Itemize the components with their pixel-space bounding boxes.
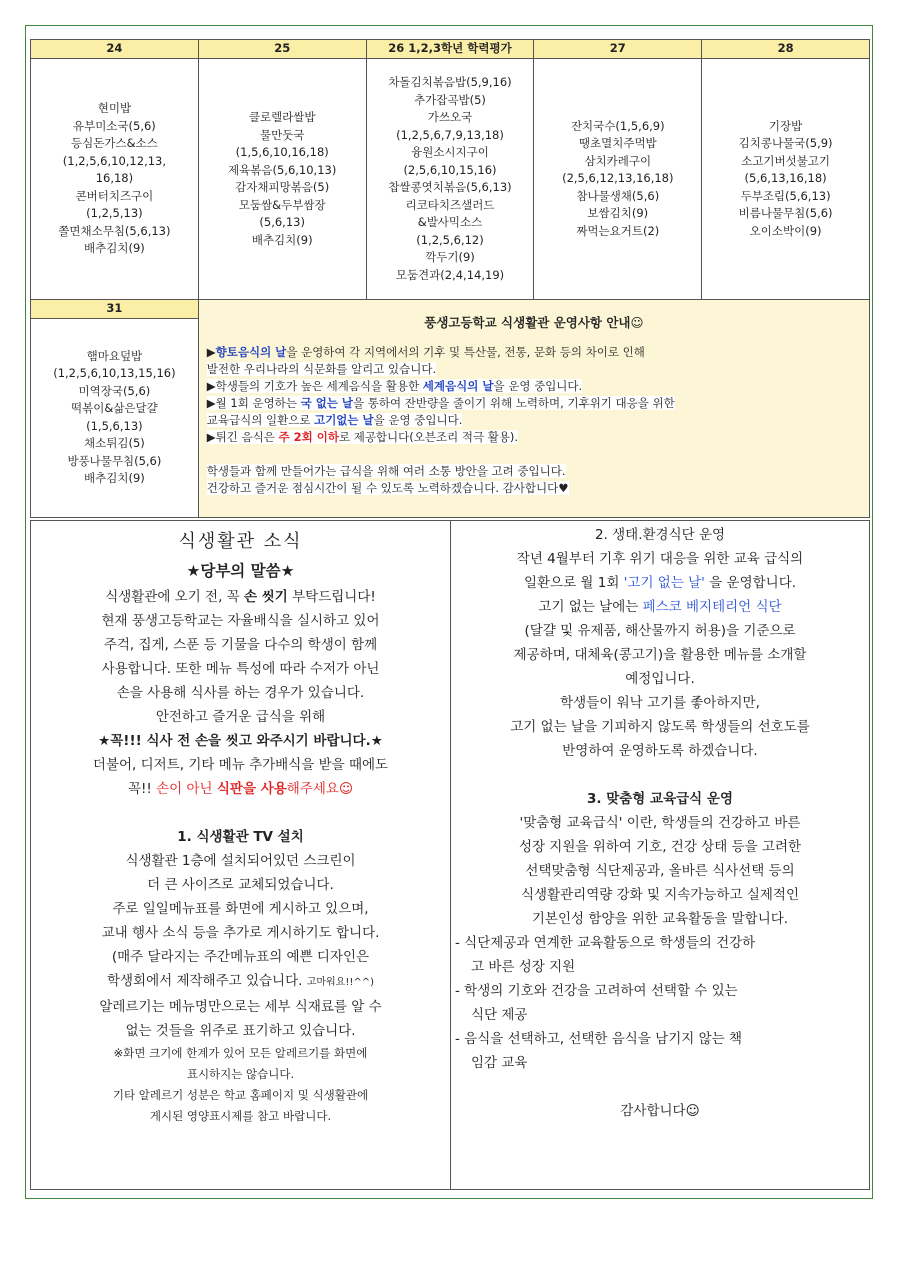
- menu-item: (1,2,5,6,7,9,13,18): [396, 127, 504, 142]
- text-line: 주걱, 집게, 스푼 등 기물을 다수의 학생이 함께: [103, 637, 378, 653]
- day-menu-cell: [702, 59, 870, 300]
- subsection-title: 3. 맞춤형 교육급식 운영: [587, 791, 733, 807]
- notice-text: ▶: [206, 344, 216, 359]
- text-line: 식생활관리역량 강화 및 지속가능하고 실제적인: [521, 887, 799, 903]
- text-line: 교내 행사 소식 등을 추가로 게시하기도 합니다.: [101, 925, 380, 941]
- text-line: [451, 595, 869, 619]
- menu-item: 미역장국(5,6): [78, 383, 151, 398]
- menu-item: (1,2,5,6,10,13,15,16): [53, 366, 176, 380]
- text-line: [31, 585, 450, 609]
- notice-line: [207, 344, 861, 361]
- spacer: [31, 801, 450, 825]
- day-header: 26 1,2,3학년 학력평가: [366, 40, 534, 59]
- cafeteria-news-column: [31, 521, 451, 1189]
- menu-item: 모둠견과(2,4,14,19): [395, 267, 505, 282]
- text: 을 운영합니다.: [704, 575, 797, 591]
- bullet-line: - 음식을 선택하고, 선택한 음식을 남기지 않는 책: [455, 1031, 742, 1047]
- menu-item: (1,5,6,13): [86, 418, 143, 433]
- text: 일환으로 월 1회: [523, 575, 624, 591]
- text-line: 없는 것들을 위주로 표기하고 있습니다.: [125, 1023, 356, 1039]
- notice-text: 학생들과 함께 만들어가는 급식을 위해 여러 소통 방안을 고려 중입니다.: [206, 463, 566, 478]
- section-title: 식생활관 소식: [178, 531, 303, 552]
- menu-item: 오이소박이(9): [749, 223, 822, 238]
- menu-item: 물만둣국: [259, 127, 305, 142]
- text-line: (달걀 및 유제품, 해산물까지 허용)을 기준으로: [524, 623, 796, 639]
- weekly-menu-table: [30, 39, 870, 518]
- notice-spacer: [207, 446, 861, 463]
- menu-item: 가쓰오국: [427, 110, 473, 124]
- menu-item: 쫄면채소무침(5,6,13): [58, 223, 171, 238]
- thanks-text: 감사합니다☺: [620, 1103, 700, 1119]
- notice-text: 교육급식의 일환으로: [206, 412, 315, 427]
- text-line: 고기 없는 날을 기피하지 않도록 학생들의 선호도를: [510, 719, 810, 735]
- menu-item: 떡볶이&삶은달걀: [71, 401, 158, 415]
- notice-text: ▶학생들의 기호가 높은 세계음식을 활용한: [206, 378, 423, 393]
- notice-text: 로 제공합니다(오븐조리 적극 활용).: [338, 429, 519, 444]
- menu-item: (1,2,5,6,12): [416, 232, 484, 247]
- menu-item: (1,5,6,10,16,18): [235, 145, 329, 159]
- text-line: 더불어, 디저트, 기타 메뉴 추가배식을 받을 때에도: [92, 757, 389, 773]
- day-menu-cell: [366, 59, 534, 300]
- menu-item: 콘버터치즈구이: [75, 188, 154, 203]
- bullet-line: 식단 제공: [471, 1007, 528, 1023]
- menu-day-row: [31, 59, 870, 300]
- text-line: 반영하여 운영하도록 하겠습니다.: [562, 743, 758, 759]
- menu-item: &발사믹소스: [417, 215, 483, 229]
- notice-line: [207, 429, 861, 446]
- day-header: 24: [31, 40, 199, 59]
- menu-item: 배추김치(9): [84, 241, 145, 256]
- text-line: (매주 달라지는 주간메뉴표의 예쁜 디자인은: [111, 949, 370, 965]
- text: 고마워요!!^^): [306, 977, 375, 988]
- text: 부탁드립니다!: [287, 589, 376, 605]
- notice-highlight: 고기없는 날: [314, 412, 374, 427]
- emphasis: 손이 아닌: [156, 781, 217, 797]
- text-line: 사용합니다. 또한 메뉴 특성에 따라 수저가 아닌: [101, 661, 380, 677]
- day-header: 27: [534, 40, 702, 59]
- menu-item: 두부조림(5,6,13): [740, 188, 831, 203]
- menu-item: 채소튀김(5): [84, 436, 145, 450]
- menu-item: 삼치카레구이: [584, 153, 652, 168]
- text-line: 알레르기는 메뉴명만으로는 세부 식재료를 알 수: [99, 999, 382, 1015]
- day-header: 25: [198, 40, 366, 59]
- menu-item: (5,6,13,16,18): [744, 171, 827, 186]
- menu-item: 모둠쌈&두부쌈장: [238, 197, 326, 212]
- day-menu-cell: [31, 59, 199, 300]
- menu-second-row: [31, 300, 870, 319]
- emphasis: 식판을 사용: [216, 781, 287, 797]
- notice-text: 발전한 우리나라의 식문화를 알리고 있습니다.: [206, 361, 437, 376]
- text-line: 게시된 영양표시제를 참고 바랍니다.: [149, 1109, 332, 1123]
- text-line: 예정입니다.: [625, 671, 695, 687]
- text-line: 기타 알레르기 성분은 학교 홈페이지 및 식생활관에: [112, 1088, 369, 1102]
- notice-text: 건강하고 즐거운 점심시간이 될 수 있도록 노력하겠습니다. 감사합니다♥: [206, 480, 569, 495]
- bullet-line: - 학생의 기호와 건강을 고려하여 선택할 수 있는: [455, 983, 738, 999]
- spacer: [451, 1075, 869, 1099]
- menu-item: 비름나물무침(5,6): [738, 206, 833, 221]
- text: 식생활관에 오기 전, 꼭: [105, 589, 245, 605]
- notice-text: 을 운영 중입니다.: [373, 412, 463, 427]
- text-line: 주로 일일메뉴표를 화면에 게시하고 있으며,: [112, 901, 369, 917]
- menu-item: 16,18): [95, 171, 134, 186]
- menu-item: (5,6,13): [259, 215, 305, 229]
- text-line: 제공하며, 대체육(콩고기)을 활용한 메뉴를 소개할: [513, 647, 807, 663]
- emphasis: 페스코 베지테리언 식단: [642, 599, 782, 615]
- notice-highlight: 주 2회 이하: [278, 429, 339, 444]
- text-line: 식생활관 1층에 설치되어있던 스크린이: [125, 853, 356, 869]
- menu-item: 잔치국수(1,5,6,9): [570, 118, 665, 133]
- text-line: 손을 사용해 식사를 하는 경우가 있습니다.: [116, 685, 365, 701]
- menu-item: 배추김치(9): [84, 471, 145, 485]
- notice-line: [207, 378, 861, 395]
- menu-item: 현미밥: [97, 101, 132, 116]
- text-line: 표시하지는 않습니다.: [186, 1067, 295, 1081]
- notice-line: [207, 463, 861, 480]
- menu-item: 기장밥: [768, 118, 803, 133]
- text-line: ★꼭!!! 식사 전 손을 씻고 와주시기 바랍니다.★: [98, 733, 383, 749]
- text-line: 현재 풍생고등학교는 자율배식을 실시하고 있어: [101, 613, 380, 629]
- menu-item: (1,2,5,13): [86, 206, 143, 221]
- menu-item: (1,2,5,6,10,12,13,: [62, 153, 167, 168]
- emphasis: '고기 없는 날': [623, 575, 705, 591]
- notice-text: 을 통하여 잔반량을 줄이기 위해 노력하며, 기후위기 대응을 위한: [353, 395, 675, 410]
- menu-item: (2,5,6,12,13,16,18): [562, 171, 674, 186]
- text: 학생회에서 제작해주고 있습니다.: [106, 973, 307, 989]
- text-line: [451, 571, 869, 595]
- text-line: 성장 지원을 위하여 기호, 건강 상태 등을 고려한: [518, 839, 802, 855]
- subsection-title: 1. 식생활관 TV 설치: [177, 829, 304, 845]
- text-line: 학생들이 워낙 고기를 좋아하지만,: [560, 695, 760, 711]
- menu-item: 차돌김치볶음밥(5,9,16): [388, 75, 512, 89]
- notice-highlight: 국 없는 날: [300, 395, 354, 410]
- menu-item: 클로렐라쌀밥: [248, 110, 316, 124]
- text-line: 안전하고 즐거운 급식을 위해: [155, 709, 326, 725]
- menu-header-row: [31, 40, 870, 59]
- notice-title: 풍생고등학교 식생활관 운영사항 안내☺: [424, 315, 644, 330]
- menu-item: 찹쌀콩엿치볶음(5,6,13): [388, 180, 512, 194]
- notice-text: ▶월 1회 운영하는: [206, 395, 301, 410]
- day-menu-cell: [31, 318, 199, 517]
- menu-item: 참나물생채(5,6): [576, 188, 660, 203]
- menu-item: 융원소시지구이: [411, 145, 489, 159]
- notice-highlight: 세계음식의 날: [422, 378, 494, 393]
- menu-item: 방풍나물무침(5,6): [67, 453, 162, 468]
- text: 꼭!!: [127, 781, 157, 797]
- notice-line: [207, 412, 861, 429]
- menu-item: 리코타치즈샐러드: [405, 197, 495, 212]
- day-header: 28: [702, 40, 870, 59]
- bullet-line: 고 바른 성장 지원: [471, 959, 576, 975]
- menu-item: 소고기버섯불고기: [741, 153, 831, 168]
- notice-text: ▶튀긴 음식은: [206, 429, 279, 444]
- text-line: 작년 4월부터 기후 위기 대응을 위한 교육 급식의: [516, 551, 804, 567]
- notice-line: [207, 361, 861, 378]
- operation-notice: [198, 300, 869, 518]
- menu-item: 등심돈가스&소스: [71, 136, 158, 151]
- emphasis: 해주세요☺: [286, 781, 354, 797]
- subsection-title: 2. 생태.환경식단 운영: [594, 527, 726, 543]
- day-menu-cell: [534, 59, 702, 300]
- spacer: [451, 763, 869, 787]
- notice-highlight: 향토음식의 날: [215, 344, 287, 359]
- news-section: [30, 520, 870, 1190]
- text-line: [31, 969, 450, 995]
- text-line: '맞춤형 교육급식' 이란, 학생들의 건강하고 바른: [519, 815, 801, 831]
- text-line: 선택맞춤형 식단제공과, 올바른 식사선택 등의: [525, 863, 795, 879]
- menu-item: 보쌈김치(9): [587, 206, 649, 221]
- text-line: 기본인성 함양을 위한 교육활동을 말합니다.: [531, 911, 789, 927]
- menu-item: (2,5,6,10,15,16): [403, 162, 497, 177]
- menu-item: 배추김치(9): [251, 232, 313, 247]
- day-header: 31: [31, 300, 199, 319]
- notice-text: 을 운영하여 각 지역에서의 기후 및 특산물, 전통, 문화 등의 차이로 인해: [286, 344, 645, 359]
- menu-item: 김치콩나물국(5,9): [738, 136, 833, 151]
- text-line: [31, 777, 450, 801]
- menu-item: 제육볶음(5,6,10,13): [228, 162, 337, 177]
- menu-item: 감자채피망볶음(5): [235, 180, 330, 194]
- menu-item: 짜먹는요거트(2): [576, 223, 660, 238]
- eco-meal-column: [451, 521, 869, 1189]
- request-heading: ★당부의 말씀★: [186, 562, 295, 580]
- text-line: ※화면 크기에 한계가 있어 모든 알레르기를 화면에: [113, 1046, 368, 1060]
- day-menu-cell: [198, 59, 366, 300]
- menu-item: 유부미소국(5,6): [72, 118, 156, 133]
- notice-text: 을 운영 중입니다.: [493, 378, 583, 393]
- menu-item: 깍두기(9): [425, 250, 475, 264]
- menu-item: 추가잡곡밥(5): [414, 92, 486, 107]
- notice-line: [207, 395, 861, 412]
- menu-item: 땡초멸치주먹밥: [578, 136, 657, 151]
- menu-item: 햄마요덮밥: [86, 348, 143, 363]
- emphasis: 손 씻기: [244, 589, 288, 605]
- text: 고기 없는 날에는: [538, 599, 643, 615]
- bullet-line: - 식단제공과 연계한 교육활동으로 학생들의 건강하: [455, 935, 756, 951]
- notice-line: [207, 480, 861, 497]
- text-line: 더 큰 사이즈로 교체되었습니다.: [147, 877, 334, 893]
- bullet-line: 임감 교육: [471, 1055, 528, 1071]
